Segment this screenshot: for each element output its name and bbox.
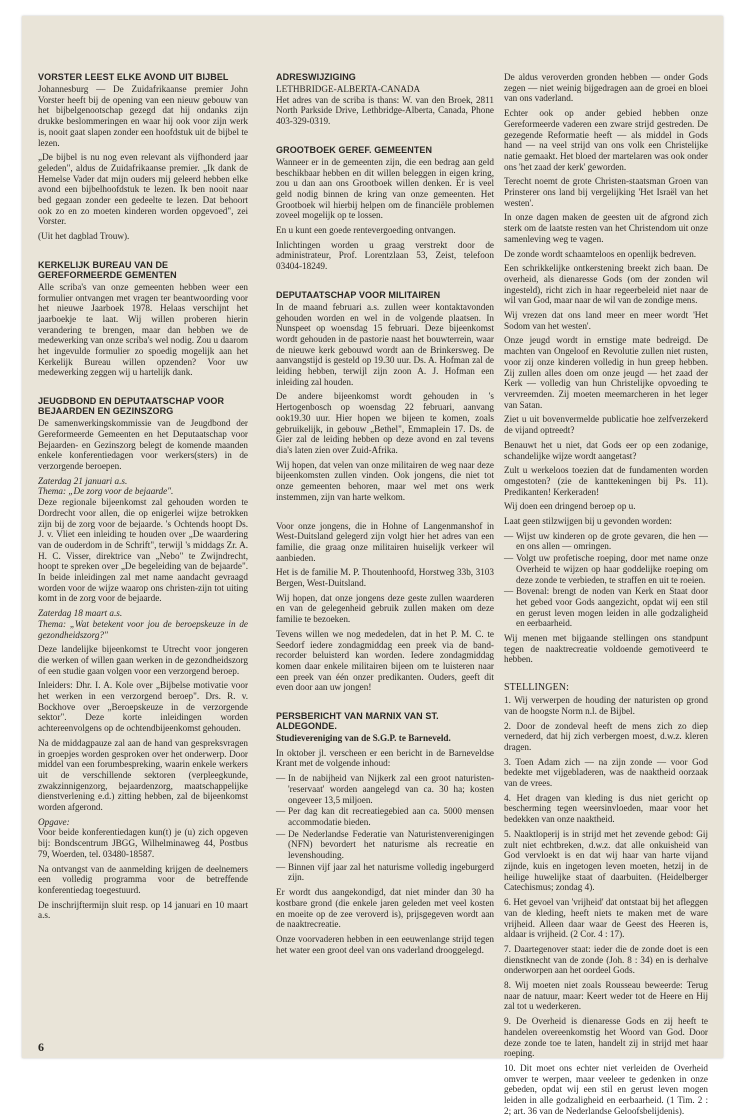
- paragraph: Wij menen met bijgaande stellingen ons standpunt tegen de naaktrecreatie voldoende gemotiveerd te hebben.: [504, 633, 708, 665]
- paragraph: Er wordt dus aangekondigd, dat niet minder dan 30 ha kostbare grond (die enkele jaren geleden met veel kosten en moeite op de zee veroverd is), prijsgegeven wordt aan de naaktrecreatie.: [276, 887, 494, 930]
- paragraph: Wanneer er in de gemeenten zijn, die een bedrag aan geld beschikbaar hebben en dit willen beleggen in eigen kring, zou u dan aan ons Grootboek willen denken. Er is veel geld nodig binnen de kring van onze gemeenten. Het Grootboek wil hierbij helpen om de financiële problemen zoveel mogelijk op te lossen.: [276, 156, 494, 221]
- paragraph: Een schrikkelijke ontkerstening breekt zich baan. De overheid, als dienaresse Gods (om der zonden wil ingesteld), richt zich in haar regeerbeleid niet naar de wil van God, maar naar de wil van de zondige mens.: [504, 263, 708, 306]
- stelling-item: 6. Het gevoel van 'vrijheid' dat ontstaat bij het afleggen van de kleding, heeft niets te maken met de ware vrijheid. Alleen daar waar de Geest des Heeren is, aldaar is vrijheid. (2 Cor. 4 : 17).: [504, 897, 708, 940]
- paragraph: Het is de familie M. P. Thoutenhoofd, Horstweg 33b, 3103 Bergen, West-Duitsland.: [276, 567, 494, 589]
- paragraph: Terecht noemt de grote Christen-staatsman Groen van Prinsterer ons land bij vergelijking 'Het Israël van het westen'.: [504, 176, 708, 208]
- subheading: LETHBRIDGE-ALBERTA-CANADA: [276, 84, 421, 94]
- paragraph: „De bijbel is nu nog even relevant als vijfhonderd jaar geleden", aldus de Zuidafrikaanse premier. „Ik dank de Hemelse Vader dat mijn ouders mij geleerd hebben elke avond een bijbelhoofdstuk te lezen. Ik ben nooit naar bed gegaan zonder een gedeelte te lezen. Dat behoort ook zo en zo moeten kinderen worden opgevoed", zei Vorster.: [38, 152, 248, 227]
- list-item: — Per dag kan dit recreatiegebied aan ca. 5000 mensen accommodatie bieden.: [288, 806, 494, 827]
- paragraph: Benauwt het u niet, dat Gods eer op een zodanige, schandelijke wijze wordt aangetast?: [504, 439, 708, 461]
- stellingen-heading: STELLINGEN:: [504, 682, 569, 694]
- paragraph: Onze voorvaderen hebben in een eeuwenlange strijd tegen het water een groot deel van ons vaderland drooggelegd.: [276, 934, 494, 955]
- stelling-item: 1. Wij verwerpen de houding der naturisten op grond van de hoogste Norm n.l. de Bijbel.: [504, 695, 708, 716]
- stelling-item: 8. Wij moeten niet zoals Rousseau beweerde: Terug naar de natuur, maar: Keert weder tot de Heere en Hij zal tot u wederkeren.: [504, 980, 708, 1012]
- list-item: — Volgt uw profetische roeping, door met name onze Overheid te wijzen op haar goddelijke roeping om deze zonde te verbieden, te straffen en uit te roeien.: [516, 553, 708, 585]
- paragraph: Wij vrezen dat ons land meer en meer wordt 'Het Sodom van het westen'.: [504, 310, 708, 331]
- column-left: [38, 72, 248, 925]
- paragraph: Echter ook op ander gebied hebben onze Gereformeerde vaderen een zware strijd gestreden. De gezegende Reformatie heeft — als middel in Gods hand — na veel strijd van ons volk een Christelijke natie gemaakt. Het bloed der martelaren was ook onder ons 'het zaad der kerk' geworden.: [504, 108, 708, 172]
- paragraph: De zonde wordt schaamteloos en openlijk bedreven.: [504, 248, 697, 259]
- paragraph: Tevens willen we nog mededelen, dat in het P. M. C. te Seedorf iedere zondagmiddag een preek via de band-recorder beluisterd kan worden. Iedere zondagmiddag komen daar enkele militairen bijeen om te luisteren naar een preek van één onzer predikanten. Ouders, geeft dit even door aan uw jongen!: [276, 628, 494, 693]
- article-heading-persbericht: PERSBERICHT VAN MARNIX VAN ST. ALDEGONDE.: [276, 711, 439, 732]
- theme-line: Thema: „Wat betekent voor jou de beroepskeuze in de gezondheidszorg?": [38, 618, 248, 640]
- subheading: Studievereniging van de S.G.P. te Barneveld.: [276, 733, 451, 744]
- paragraph: De inschrijftermijn sluit resp. op 14 januari en 10 maart a.s.: [38, 899, 248, 921]
- article-heading-adreswijziging: ADRESWIJZIGING: [276, 72, 356, 82]
- page-number: 6: [38, 1040, 44, 1054]
- theme-line: Thema: „De zorg voor de bejaarde".: [38, 486, 174, 497]
- bullet-list: [504, 531, 708, 629]
- stelling-item: 3. Toen Adam zich — na zijn zonde — voor God bedekte met vijgebladeren, was de naaktheid oorzaak van de vrees.: [504, 756, 708, 789]
- article-heading-grootboek: GROOTBOEK GEREF. GEMEENTEN: [276, 144, 433, 155]
- paragraph: Na ontvangst van de aanmelding krijgen de deelnemers een volledig programma voor de betreffende konferentiedag toegestuurd.: [38, 863, 248, 895]
- paragraph: Johannesburg — De Zuidafrikaanse premier John Vorster heeft bij de opening van een nieuw gebouw van het bijbelgenootschap gezegd dat hij ondanks zijn drukke beslommeringen en waar hij ook voor zijn werk is, nooit gaat slapen zonder een hoofdstuk uit de bijbel te lezen.: [38, 84, 248, 148]
- list-item: — Bovenal: brengt de noden van Kerk en Staat door het gebed voor Gods aangezicht, opdat wij een stil en gerust leven mogen leiden in alle godzaligheid en eerbaarheid.: [516, 586, 708, 629]
- column-right: [504, 72, 708, 1120]
- stelling-item: 9. De Overheid is dienaresse Gods en zij heeft te handelen overeenkomstig het Woord van God. Door deze zonde toe te laten, handelt zij in strijd met haar roeping.: [504, 1016, 708, 1059]
- list-item: — Wijst uw kinderen op de grote gevaren, die hen — en ons allen — omringen.: [516, 531, 708, 552]
- paragraph: De samenwerkingskommissie van de Jeugdbond der Gereformeerde Gemeenten en het Deputaatschap voor Bejaarden- en Gezinszorg belegt de komende maanden enkele konferentiedagen voor werkers(sters) in de verzorgende beroepen.: [38, 418, 248, 471]
- article-heading-jeugdbond: JEUGDBOND EN DEPUTAATSCHAP VOOR BEJAARDEN EN GEZINSZORG: [38, 396, 225, 417]
- opgave-label: Opgave:: [38, 816, 70, 827]
- paragraph: De andere bijeenkomst wordt gehouden in 's Hertogenbosch op woensdag 22 februari, aanvang ook19.30 uur. Hier hopen we bijeen te komen, zoals gebruikelijk, in gebouw „Bethel", Emmaplein 17. Ds. de Gier zal de leiding hebben op deze avond en zal tevens dia's laten zien over Zuid-Afrika.: [276, 391, 494, 455]
- article-heading-kerkelijk-bureau: KERKELIJK BUREAU VAN DE GEREFORMEERDE GEMENTEN: [38, 259, 177, 280]
- paragraph: Onze jeugd wordt in ernstige mate bedreigd. De machten van Ongeloof en Revolutie zullen niet rusten, voor zij onze kinderen volledig in hun greep hebben. Zij zullen alles doen om onze jeugd — het zaad der Kerk — volledig van hun Christelijke opvoeding te vervreemden. Zij moeten meemarcheren in het leger van Satan.: [504, 335, 708, 410]
- list-item: — In de nabijheid van Nijkerk zal een groot naturisten-'reservaat' worden aangelegd van ca. 30 ha; kosten ongeveer 13,5 miljoen.: [288, 773, 494, 805]
- paragraph: Wij doen een dringend beroep op u.: [504, 501, 636, 512]
- article-heading-vorster: VORSTER LEEST ELKE AVOND UIT BIJBEL: [38, 72, 229, 82]
- paragraph: Deze regionale bijeenkomst zal gehouden worden te Dordrecht voor allen, die op enigerlei wijze betrokken zijn bij de zorg voor de bejaarde. 's Ochtends hoopt Ds. J. v. Vliet een inleiding te houden over „De waardering van de ouderdom in de Schrift", terwijl 's middags Zr. A. H. C. Visser, direktrice van „Nebo" te Zwijndrecht, hoopt te spreken over „De begeleiding van de bejaarde". In beide inleidingen zal met name aandacht gevraagd worden voor de wijze waarop ons christen-zijn tot uiting komt in de zorg voor de bejaarde.: [38, 497, 248, 604]
- stelling-item: 5. Naaktloperij is in strijd met het zevende gebod: Gij zult niet echtbreken, d.w.z. dat alle onkuisheid van God vervloekt is en dat wij haar van harte vijand zijnde, kuis en ingetogen leven moeten, hetzij in de heilige huwelijke staat of daarbuiten. (Heidelberger Catechismus; zondag 4).: [504, 828, 708, 893]
- paragraph: En u kunt een goede rentevergoeding ontvangen.: [276, 225, 456, 236]
- paragraph: Het adres van de scriba is thans: W. van den Broek, 2811 North Parkside Drive, Lethbridge-Alberta, Canada, Phone 403-329-0319.: [276, 94, 494, 127]
- paragraph: Wij hopen, dat onze jongens deze geste zullen waarderen en van de gelegenheid gebruik zullen maken om deze familie te bezoeken.: [276, 592, 494, 625]
- paragraph: Na de middagpauze zal aan de hand van gespreksvragen in groepjes worden gesproken over het onderwerp. Door middel van een forumbespreking, waarin enkele werkers uit de verschillende sektoren (verpleegkunde, zwakzinnigenzorg, bejaardenzorg, maatschappelijke dienstverlening e.d.) zitting hebben, zal de bijeenkomst worden afgerond.: [38, 737, 248, 813]
- paragraph: In onze dagen maken de geesten uit de afgrond zich sterk om de laatste resten van het Christendom uit onze samenleving weg te vagen.: [504, 212, 708, 244]
- article-heading-militairen: DEPUTAATSCHAP VOOR MILITAIREN: [276, 289, 441, 300]
- paragraph: Wij hopen, dat velen van onze militairen de weg naar deze bijeenkomsten zullen vinden. Ook jongens, die niet tot onze gemeenten behoren, maar wel met ons werk instemmen, zijn van harte welkom.: [276, 459, 494, 502]
- stelling-item: 7. Daartegenover staat: ieder die de zonde doet is een dienstknecht van de zonde (Joh. 8 : 34) en is derhalve onderworpen aan het oordeel Gods.: [504, 943, 708, 976]
- paragraph: Ziet u uit bovenvermelde publicatie hoe zelfverzekerd de vijand optreedt?: [504, 414, 708, 436]
- paragraph: In de maand februari a.s. zullen weer kontaktavonden gehouden worden en wel in de volgende plaatsen. In Nunspeet op woensdag 15 februari. Deze bijeenkomst wordt gehouden in de pastorie naast het bouwterrein, waar de nieuwe kerk gebouwd wordt aan de Brinkersweg. De aanvangstijd is gesteld op 19.30 uur. Ds. A. Hofman zal de leiding hebben, terwijl zijn zoon A. J. Hofman een inleiding zal houden.: [276, 301, 494, 387]
- paragraph: Voor beide konferentiedagen kun(t) je (u) zich opgeven bij: Bondscentrum JBGG, Wilhelminaweg 44, Postbus 79, Woerden, tel. 03480-18587.: [38, 827, 248, 859]
- paragraph: Deze landelijke bijeenkomst te Utrecht voor jongeren die werken of willen gaan werken in de gezondheidszorg of een studie gaan volgen voor een verzorgend beroep.: [38, 644, 248, 676]
- paragraph: Zult u werkeloos toezien dat de fundamenten worden omgestoten? (zie de kanttekeningen bij Ps. 11). Predikanten! Kerkeraden!: [504, 465, 708, 497]
- list-item: — Binnen vijf jaar zal het naturisme volledig ingeburgerd zijn.: [288, 862, 494, 883]
- list-item: — De Nederlandse Federatie van Naturistenverenigingen (NFN) bevordert het naturisme als recreatie en levenshouding.: [288, 829, 494, 861]
- paragraph: In oktober jl. verscheen er een bericht in de Barneveldse Krant met de volgende inhoud:: [276, 747, 494, 769]
- date-line: Zaterdag 18 maart a.s.: [38, 608, 123, 619]
- stelling-item: 10. Dit moet ons echter niet verleiden de Overheid omver te werpen, maar veeleer te gedenken in onze gebeden, opdat wij een stil en gerust leven mogen leiden in alle godzaligheid en eerbaarheid. (1 Tim. 2 : 2; art. 36 van de Nederlandse Geloofsbelijdenis).: [504, 1062, 708, 1116]
- paragraph: Voor onze jongens, die in Hohne of Langenmanshof in West-Duitsland gelegerd zijn volgt hier het adres van een familie, die graag onze militairen huiselijk verkeer wil aanbieden.: [276, 520, 494, 563]
- paragraph: Laat geen stilzwijgen bij u gevonden worden:: [504, 516, 672, 527]
- paragraph: De aldus veroverden gronden hebben — onder Gods zegen — niet weinig bijgedragen aan de groei en bloei van ons vaderland.: [504, 72, 708, 104]
- paragraph: Alle scriba's van onze gemeenten hebben weer een formulier ontvangen met vragen ter beantwoording voor het nieuwe Jaarboek 1978. Helaas verschijnt het jaarboekje te laat. Wij willen proberen hierin verandering te brengen, maar dan hebben we de medewerking van onze scriba's wel nodig. Zou u daarom het ingevulde formulier zo spoedig mogelijk aan het Kerkelijk Bureau willen opzenden? Voor uw medewerking zeggen wij u hartelijk dank.: [38, 281, 248, 378]
- stelling-item: 2. Door de zondeval heeft de mens zich zo diep vernederd, dat hij zich verbergen moest, d.w.z. kleren dragen.: [504, 720, 708, 752]
- stelling-item: 4. Het dragen van kleding is dus niet gericht op bescherming tegen weersinvloeden, maar voor het bedekken van onze naaktheid.: [504, 792, 708, 825]
- date-line: Zaterdag 21 januari a.s.: [38, 475, 128, 486]
- paragraph: Inlichtingen worden u graag verstrekt door de administrateur, Prof. Lorentzlaan 53, Zeist, telefoon 03404-18249.: [276, 239, 494, 272]
- bullet-list: [276, 773, 494, 883]
- paragraph: (Uit het dagblad Trouw).: [38, 231, 130, 242]
- column-middle: [276, 72, 494, 959]
- paragraph: Inleiders: Dhr. I. A. Kole over „Bijbelse motivatie voor het werken in een verzorgend beroep". Drs. R. v. Bockhove over „Beroepskeuze in de verzorgende sektor". Deze korte inleidingen worden achtereenvolgens op de ochtendbijeenkomst gehouden.: [38, 680, 248, 734]
